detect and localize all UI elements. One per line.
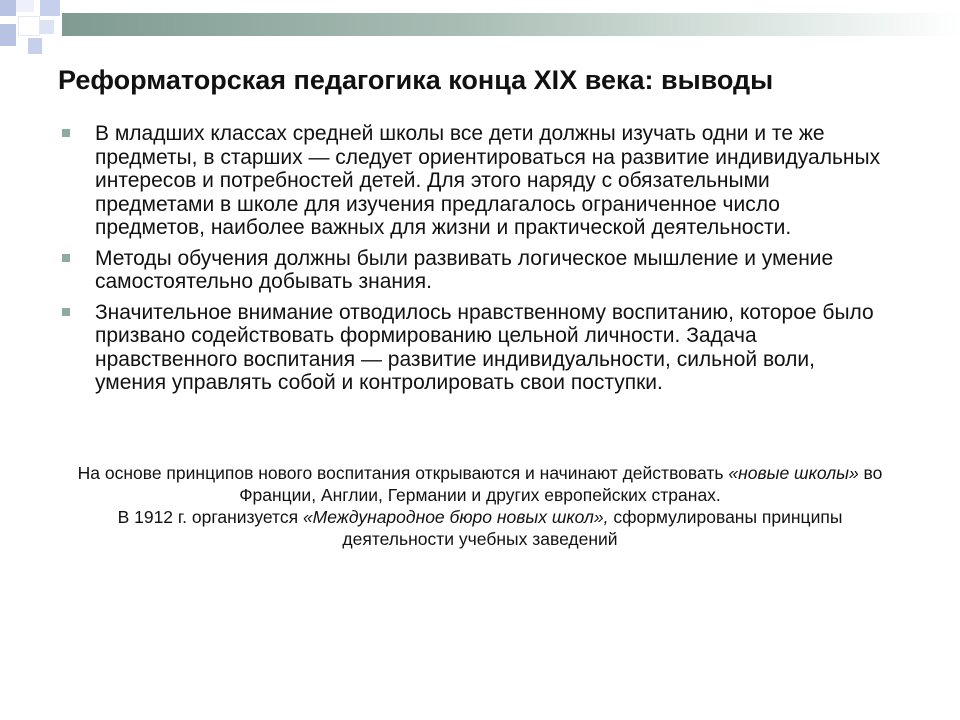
deco-square: [18, 16, 40, 36]
slide-title: Реформаторская педагогика конца XIX века: выводы: [58, 65, 774, 95]
footnote-block: [60, 462, 900, 550]
deco-square: [40, 20, 54, 34]
bullet-text: Методы обучения должны были развивать логическое мышление и умение самостоятельно добывать знания.: [95, 246, 834, 293]
square-bullet-icon: [62, 254, 70, 262]
note-text: На основе принципов нового воспитания открываются и начинают действовать: [77, 463, 729, 483]
deco-square: [0, 24, 16, 46]
note-italic: «новые школы»: [728, 463, 859, 483]
bullet-text: Значительное внимание отводилось нравственному воспитанию, которое было призвано содействовать формированию цельной личности. Задача нравственного воспитания — развитие индивидуальности, сильной воли, умения управлять собой и контролировать свои поступки.: [95, 300, 874, 394]
note-text: В 1912 г. организуется: [117, 507, 303, 527]
note-italic: «Международное бюро новых школ»,: [302, 507, 609, 527]
note-paragraph: [60, 462, 900, 506]
header-gradient-bar: [62, 13, 960, 36]
square-bullet-icon: [62, 308, 70, 316]
deco-square: [28, 38, 42, 54]
note-text: во Франции, Англии, Германии и других европейских странах.: [239, 463, 883, 505]
deco-square: [40, 0, 60, 16]
header-decoration: [0, 0, 960, 70]
bullet-item: [62, 301, 882, 395]
bullet-item: [62, 122, 882, 240]
bullet-list: [62, 122, 882, 402]
deco-square: [0, 0, 16, 16]
bullet-item: [62, 247, 882, 294]
note-paragraph: [60, 506, 900, 550]
deco-square: [16, 0, 34, 12]
bullet-text: В младших классах средней школы все дети должны изучать одни и те же предметы, в старших — следует ориентироваться на развитие индивидуальных интересов и потребностей детей. Для этого наряду с обязательными предметами в школе для изучения предлагалось ограниченное число предметов, наиболее важных для жизни и практической деятельности.: [95, 122, 881, 239]
note-text: сформулированы принципы деятельности учебных заведений: [342, 507, 843, 549]
square-bullet-icon: [62, 129, 70, 137]
